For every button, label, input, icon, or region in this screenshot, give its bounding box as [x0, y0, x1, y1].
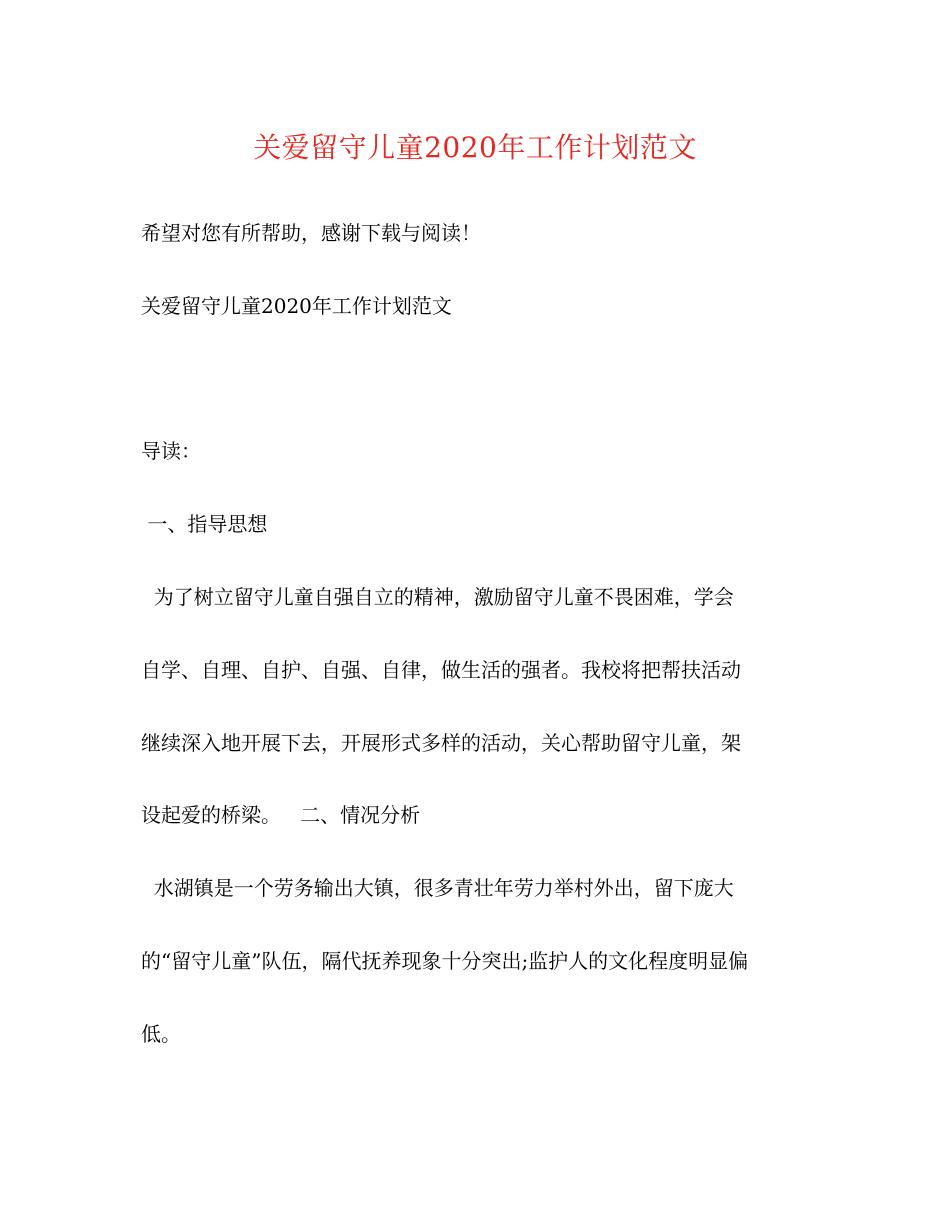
intro-greeting: 希望对您有所帮助，感谢下载与阅读！ [141, 221, 481, 245]
paragraph-line: 的“留守儿童”队伍，隔代抚养现象十分突出;监护人的文化程度明显偏 [141, 949, 749, 973]
document-subtitle: 关爱留守儿童2020年工作计划范文 [141, 294, 452, 318]
paragraph-line: 水湖镇是一个劳务输出大镇，很多青壮年劳力举村外出，留下庞大 [141, 876, 734, 900]
paragraph-line: 自学、自理、自护、自强、自律，做生活的强者。我校将把帮扶活动 [141, 658, 741, 682]
section-heading-guiding-thought: 一、指导思想 [141, 512, 268, 536]
paragraph-line: 设起爱的桥梁。 二、情况分析 [141, 803, 421, 827]
guide-label: 导读： [141, 439, 201, 463]
paragraph-line: 为了树立留守儿童自强自立的精神，激励留守儿童不畏困难，学会 [141, 585, 734, 609]
paragraph-line: 继续深入地开展下去，开展形式多样的活动，关心帮助留守儿童，架 [141, 731, 741, 755]
document-title: 关爱留守儿童2020年工作计划范文 [253, 131, 697, 164]
paragraph-line: 低。 [141, 1022, 181, 1046]
